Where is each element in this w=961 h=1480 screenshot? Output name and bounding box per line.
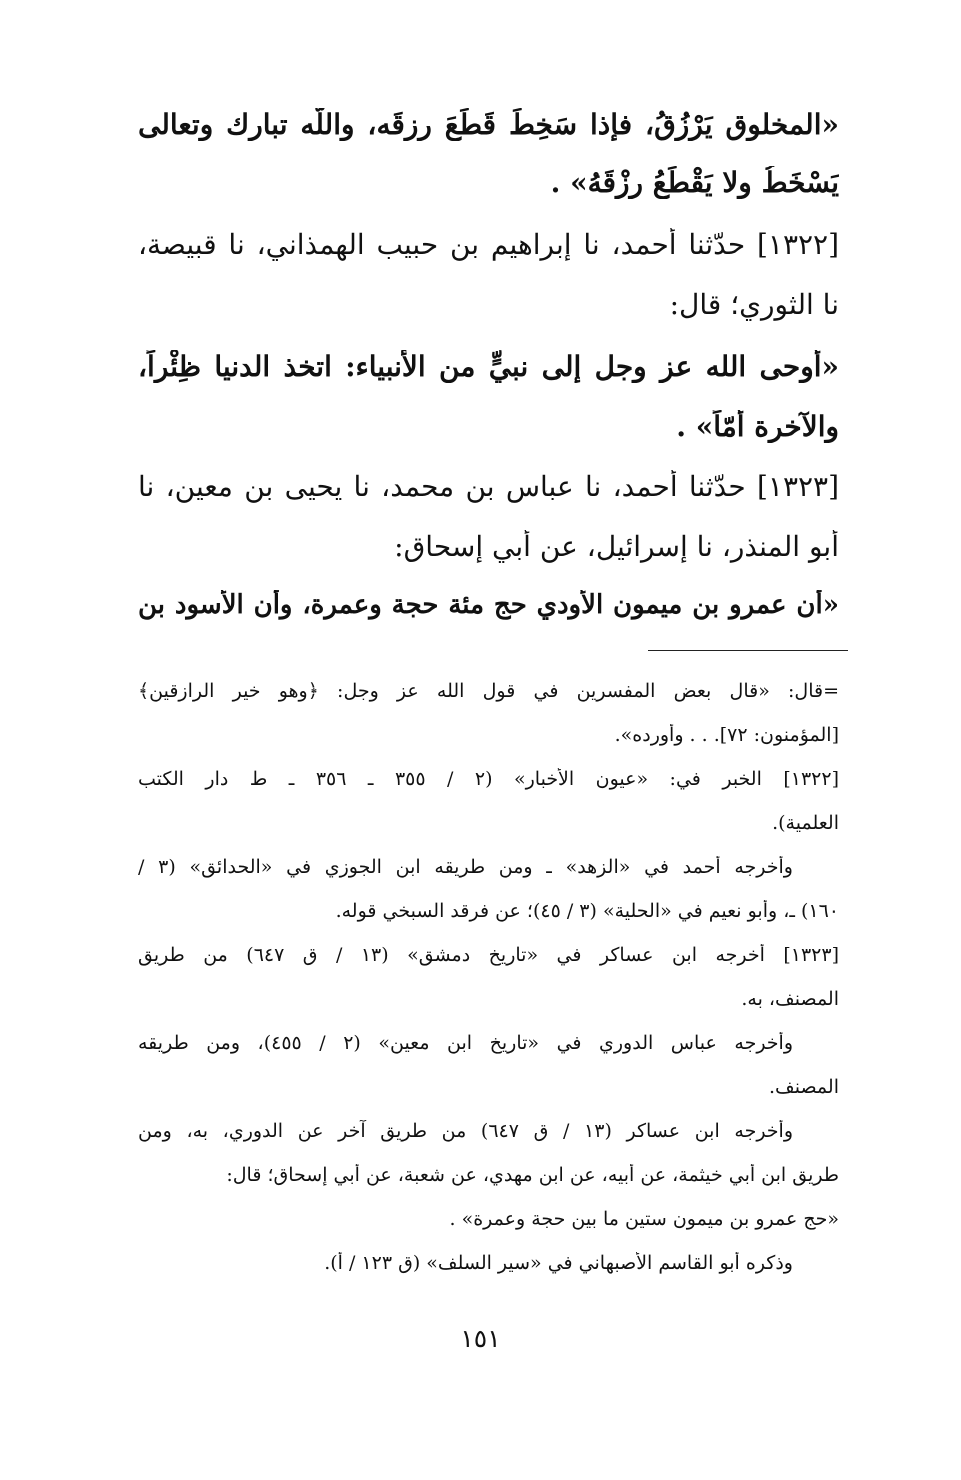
- body-line-3: [١٣٢٢] حدّثنا أحمد، نا إبراهيم بن حبيب الهمذاني، نا قبيصة،: [138, 228, 839, 261]
- footnote-line-7: [١٣٢٣] أخرجه ابن عساكر في «تاريخ دمشق» (١٣ / ق ٦٤٧) من طريق: [138, 944, 839, 966]
- footnote-line-3: [١٣٢٢] الخبر في: «عيون الأخبار» (٢ / ٣٥٥ ـ ٣٥٦ ـ ط دار الكتب: [138, 768, 839, 790]
- footnote-line-2: [المؤمنون: ٧٢]. . . وأورده».: [614, 724, 839, 746]
- footnote-line-9: وأخرجه عباس الدوري في «تاريخ ابن معين» (٢ / ٤٥٥)، ومن طريقه: [138, 1032, 793, 1054]
- body-line-7: [١٣٢٣] حدّثنا أحمد، نا عباس بن محمد، نا يحيى بن معين، نا: [138, 470, 839, 503]
- footnote-separator: [648, 650, 848, 651]
- footnote-line-5: وأخرجه أحمد في «الزهد» ـ ومن طريقه ابن الجوزي في «الحدائق» (٣ /: [138, 856, 793, 878]
- body-line-1: «المخلوق يَرْزُقُ، فإذا سَخِطَ قَطَعَ رزقَه، واللّه تبارك وتعالى: [138, 108, 839, 141]
- body-line-8: أبو المنذر، نا إسرائيل، عن أبي إسحاق:: [394, 530, 839, 563]
- body-line-6: والآخرة أمّاً» .: [676, 410, 839, 443]
- footnote-line-14: وذكره أبو القاسم الأصبهاني في «سير السلف» (ق ١٢٣ / أ).: [324, 1252, 793, 1274]
- footnote-line-13: «حج عمرو بن ميمون ستين ما بين حجة وعمرة» .: [449, 1208, 839, 1230]
- footnote-line-11: وأخرجه ابن عساكر (١٣ / ق ٦٤٧) من طريق آخر عن الدوري، به، ومن: [138, 1120, 793, 1142]
- footnote-line-1: =قال: «قال بعض المفسرين في قول الله عز وجل: ﴿وهو خير الرازقين﴾: [138, 680, 839, 702]
- footnote-line-4: العلمية).: [772, 812, 839, 834]
- footnote-line-8: المصنف، به.: [741, 988, 839, 1010]
- body-line-2: يَسْخَطُ ولا يَقْطَعُ رِزْقَهُ» .: [550, 166, 839, 199]
- body-line-4: نا الثوري؛ قال:: [669, 288, 839, 321]
- footnote-line-12: طريق ابن أبي خيثمة، عن أبيه، عن ابن مهدي، عن شعبة، عن أبي إسحاق؛ قال:: [226, 1164, 839, 1186]
- body-line-5: «أوحى الله عز وجل إلى نبيٍّ من الأنبياء: اتخذ الدنيا ظِئْراً،: [138, 350, 839, 383]
- footnote-line-10: المصنف.: [769, 1076, 839, 1098]
- page-number: ١٥١: [460, 1324, 501, 1353]
- body-line-9: «أن عمرو بن ميمون الأودي حج مئة حجة وعمرة، وأن الأسود بن: [138, 590, 839, 620]
- footnote-line-6: ١٦٠) ـ، وأبو نعيم في «الحلية» (٣ / ٤٥)؛ عن فرقد السبخي قوله.: [335, 900, 839, 922]
